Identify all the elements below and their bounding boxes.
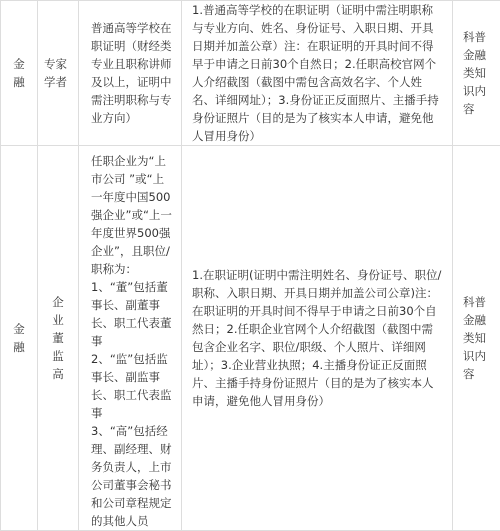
- materials-text: 1.普通高等学校的在职证明（证明中需注明职称与专业方向、姓名、身份证号、入职日期、开具日期并加盖公章）注：在职证明的开具时间不得早于申请之日前30个自然日；2.任职高校官网个人介绍截图（截图中需包含高效名字、个人姓名、详细网址）；3.身份证正反面照片、主播手持身份证照片（目的是为了核实本人申请，避免他人冒用身份）: [182, 1, 452, 145]
- materials-cell: [182, 1, 453, 146]
- content-type-text: 科普金融类知识内容: [463, 28, 491, 118]
- role-cell: [38, 146, 79, 531]
- materials-cell: [182, 146, 453, 531]
- requirement-text: 任职企业为“上市公司 ”或“上一年度中国500强企业”或“上一年度世界500强企业”，且职位/职称为： 1、“董”包括董事长、副董事长、职工代表董事 2、“监”包括监事长、副监事长、职工代表监事 3、“高”包括经理、副经理、财务负责人，上市公司董事会秘书和公司章程规定的其他人员: [79, 146, 181, 530]
- content-type-text: 科普金融类知识内容: [463, 293, 491, 383]
- role-text: 专家学者: [44, 55, 72, 91]
- category-cell: [1, 1, 38, 146]
- category-text: 金融: [12, 320, 26, 356]
- table-row: [1, 1, 500, 146]
- requirement-text: 普通高等学校在职证明（财经类专业且职称讲师及以上，证明中需注明职称与专业方向）: [79, 19, 181, 127]
- table-row: [1, 146, 500, 531]
- category-text: 金融: [12, 55, 26, 91]
- role-cell: [38, 1, 79, 146]
- content-type-cell: [453, 146, 500, 531]
- requirement-cell: [79, 146, 182, 531]
- content-type-cell: [453, 1, 500, 146]
- requirement-cell: [79, 1, 182, 146]
- materials-text: 1.在职证明(证明中需注明姓名、身份证号、职位/职称、入职日期、开具日期并加盖公司公章)注：在职证明的开具时间不得早于申请之日前30个自然日；2.任职企业官网个人介绍截图（截图中需包含企业名字、职位/职级、个人照片、详细网址）；3.企业营业执照；4.主播身份证正反面照片、主播手持身份证照片（目的是为了核实本人申请，避免他人冒用身份）: [182, 266, 452, 410]
- category-cell: [1, 146, 38, 531]
- role-text: 企业董监高: [51, 293, 65, 383]
